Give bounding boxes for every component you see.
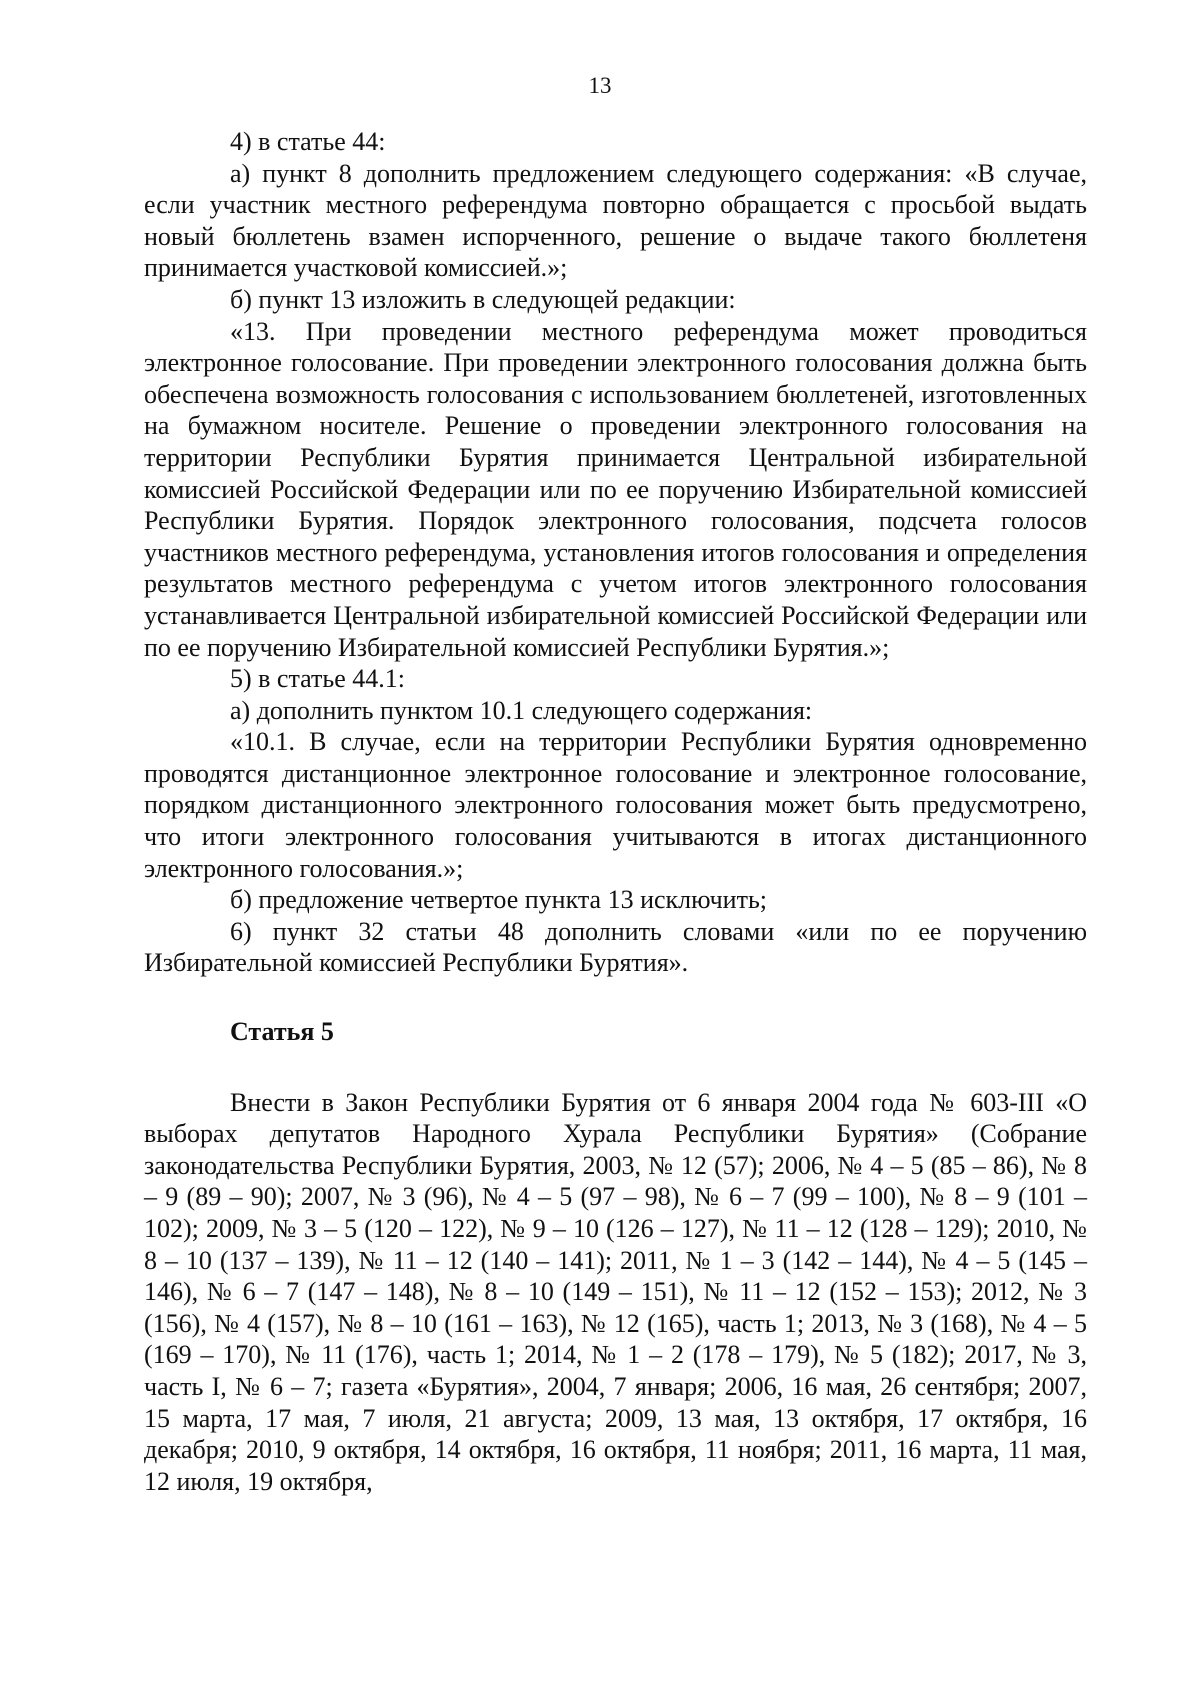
paragraph-article-48: 6) пункт 32 статьи 48 дополнить словами «или по ее поручению Избирательной комиссией Республики Бурятия».	[144, 916, 1087, 978]
page-number: 13	[588, 73, 612, 98]
paragraph-item-8: а) пункт 8 дополнить предложением следующего содержания: «В случае, если участник местного референдума повторно обращается с просьбой выдать новый бюллетень взамен испорченного, решение о выдаче такого бюллетеня принимается участковой комиссией.»;	[144, 158, 1087, 283]
paragraph-item-13-text: «13. При проведении местного референдума может проводиться электронное голосование. При проведении электронного голосования должна быть обеспечена возможность голосования с использованием бюллетеней, изготовленных на бумажном носителе. Решение о проведении электронного голосования на территории Республики Бурятия принимается Центральной избирательной комиссией Российской Федерации или по ее поручению Избирательной комиссией Республики Бурятия. Порядок электронного голосования, подсчета голосов участников местного референдума, установления итогов голосования и определения результатов местного референдума с учетом итогов электронного голосования устанавливается Центральной избирательной комиссией Российской Федерации или по ее поручению Избирательной комиссией Республики Бурятия.»;	[144, 316, 1087, 662]
paragraph-article-44: 4) в статье 44:	[230, 127, 386, 156]
paragraph-article-44-1: 5) в статье 44.1:	[230, 664, 406, 694]
paragraph-item-10-1-intro: а) дополнить пунктом 10.1 следующего содержания:	[230, 695, 813, 725]
paragraph-item-10-1-text: «10.1. В случае, если на территории Республики Бурятия одновременно проводятся дистанционное электронное голосование и электронное голосование, порядком дистанционного электронного голосования может быть предусмотрено, что итоги электронного голосования учитываются в итогах дистанционного электронного голосования.»;	[144, 727, 1087, 883]
article-heading: Статья 5	[230, 1017, 334, 1047]
document-body	[144, 126, 1087, 1497]
paragraph-item-13-exclude: б) предложение четвертое пункта 13 исключить;	[230, 885, 768, 915]
paragraph-item-13-intro: б) пункт 13 изложить в следующей редакции:	[230, 284, 736, 314]
paragraph-article-5-text: Внести в Закон Республики Бурятия от 6 января 2004 года № 603-III «О выборах депутатов Народного Хурала Республики Бурятия» (Собрание законодательства Республики Бурятия, 2003, № 12 (57); 2006, № 4 – 5 (85 – 86), № 8 – 9 (89 – 90); 2007, № 3 (96), № 4 – 5 (97 – 98), № 6 – 7 (99 – 100), № 8 – 9 (101 – 102); 2009, № 3 – 5 (120 – 122), № 9 – 10 (126 – 127), № 11 – 12 (128 – 129); 2010, № 8 – 10 (137 – 139), № 11 – 12 (140 – 141); 2011, № 1 – 3 (142 – 144), № 4 – 5 (145 – 146), № 6 – 7 (147 – 148), № 8 – 10 (149 – 151), № 11 – 12 (152 – 153); 2012, № 3 (156), № 4 (157), № 8 – 10 (161 – 163), № 12 (165), часть 1; 2013, № 3 (168), № 4 – 5 (169 – 170), № 11 (176), часть 1; 2014, № 1 – 2 (178 – 179), № 5 (182); 2017, № 3, часть I, № 6 – 7; газета «Бурятия», 2004, 7 января; 2006, 16 мая, 26 сентября; 2007, 15 марта, 17 мая, 7 июля, 21 августа; 2009, 13 мая, 13 октября, 17 октября, 16 декабря; 2010, 9 октября, 14 октября, 16 октября, 11 ноября; 2011, 16 марта, 11 мая, 12 июля, 19 октября,	[144, 1087, 1087, 1496]
